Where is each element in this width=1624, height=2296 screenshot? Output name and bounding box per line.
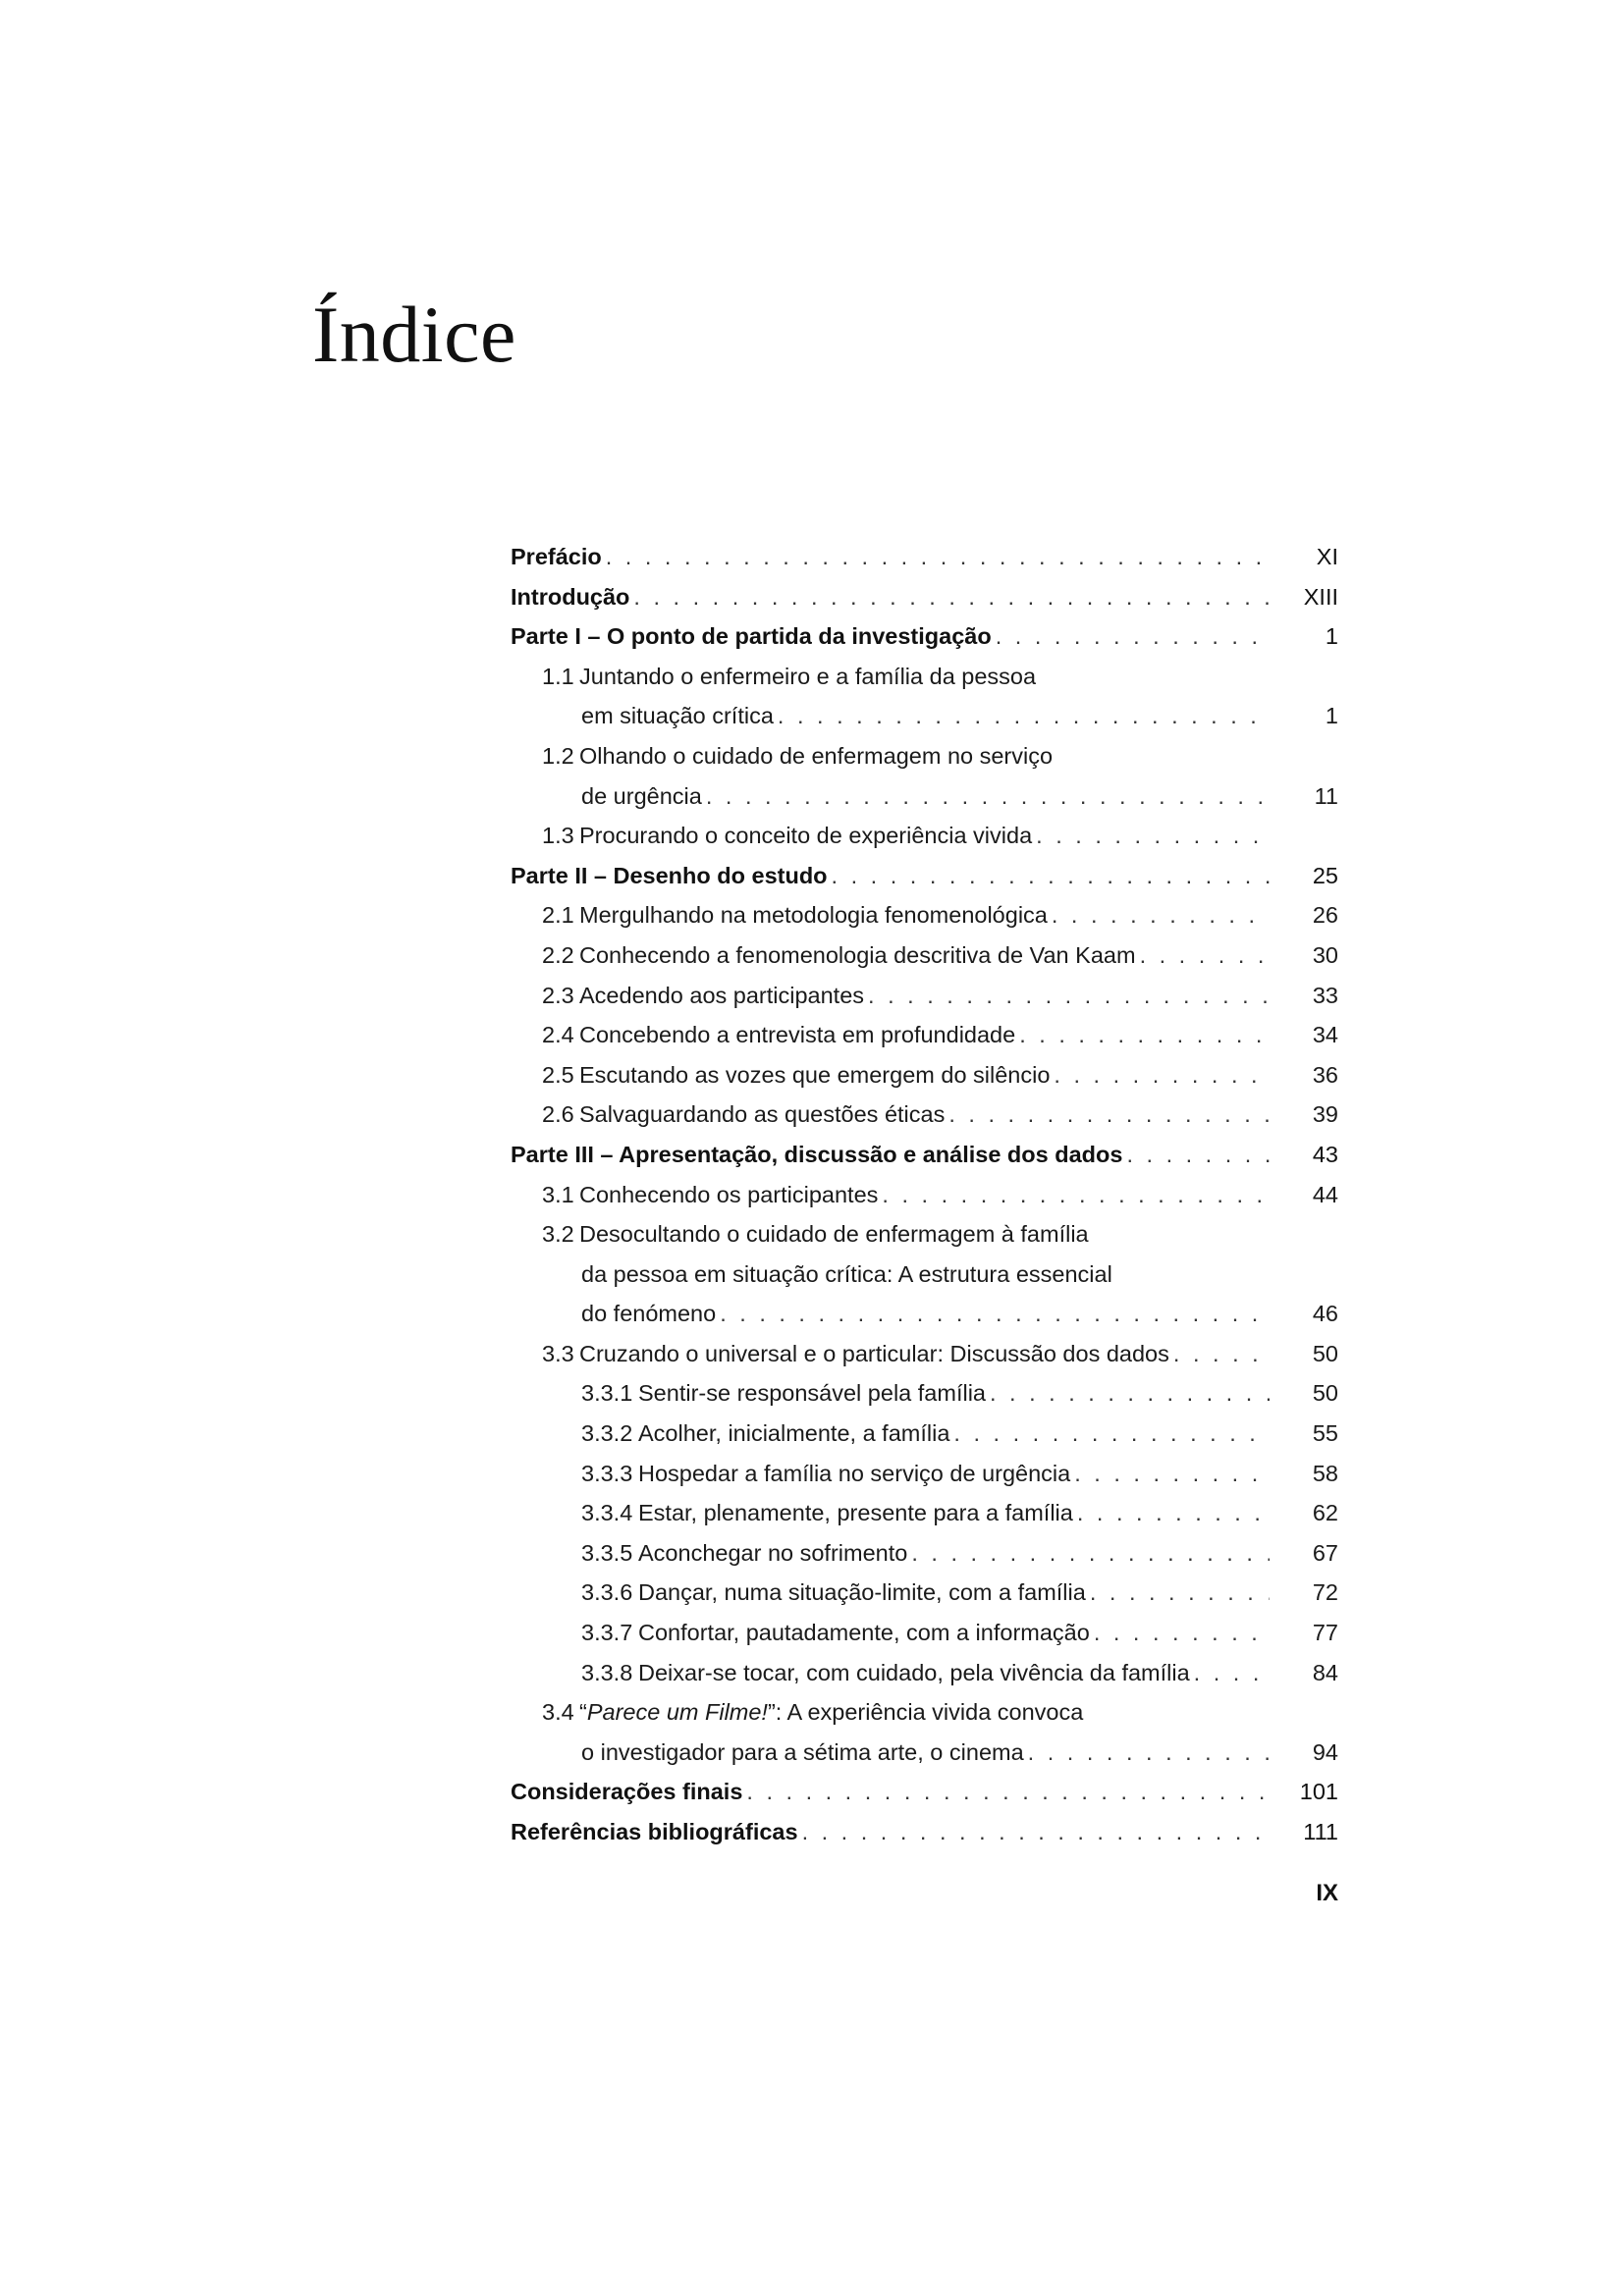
toc-page-number: 11: [1314, 782, 1338, 809]
toc-entry-3-3-2[interactable]: [511, 1414, 1338, 1454]
toc-entry-label: Deixar-se tocar, com cuidado, pela vivência da família: [638, 1659, 1190, 1685]
toc-page-number: 101: [1299, 1779, 1338, 1805]
toc-entry-label: Olhando o cuidado de enfermagem no serviço: [579, 742, 1054, 769]
toc-page-number: 39: [1312, 1101, 1338, 1128]
dot-leader: [1090, 1573, 1270, 1613]
toc-entry-parte-2[interactable]: [511, 856, 1338, 896]
toc-entry-introducao[interactable]: [511, 577, 1338, 617]
section-number: 2.4: [542, 1022, 574, 1048]
toc-entry-label: Salvaguardando as questões éticas: [579, 1101, 946, 1128]
toc-page-number: 67: [1312, 1539, 1338, 1566]
toc-entry-3-4[interactable]: [511, 1692, 1338, 1733]
dot-leader: [720, 1294, 1270, 1334]
dot-leader: [1173, 1334, 1270, 1374]
dot-leader: [1140, 935, 1270, 976]
toc-entry-label: de urgência: [581, 776, 706, 817]
section-number: 3.4: [542, 1699, 574, 1726]
toc-page-number: 62: [1312, 1500, 1338, 1526]
page-folio: IX: [1316, 1880, 1338, 1906]
dot-leader: [832, 856, 1270, 896]
section-number: 1.3: [542, 823, 574, 849]
dot-leader: [882, 1175, 1270, 1215]
toc-entry-3-2-continued-2[interactable]: [511, 1294, 1338, 1334]
toc-entry-label: Conhecendo a fenomenologia descritiva de Van Kaam: [579, 941, 1136, 968]
toc-entry-label: ”: A experiência vivida convoca: [767, 1699, 1084, 1726]
toc-entry-label: em situação crítica: [581, 696, 778, 736]
toc-entry-label: Dançar, numa situação-limite, com a família: [638, 1579, 1086, 1606]
dot-leader: [948, 1095, 1270, 1135]
toc-page-number: 43: [1312, 1141, 1338, 1167]
dot-leader: [868, 976, 1270, 1016]
section-number: 3.3.3: [581, 1460, 633, 1486]
table-of-contents: [511, 537, 1338, 1852]
toc-page-number: 1: [1325, 623, 1338, 650]
section-number: 3.1: [542, 1181, 574, 1207]
toc-entry-2-6[interactable]: [511, 1095, 1338, 1135]
toc-page-number: 34: [1312, 1022, 1338, 1048]
toc-entry-2-4[interactable]: [511, 1015, 1338, 1055]
toc-entry-italic-title: Parece um Filme!: [586, 1699, 768, 1726]
dot-leader: [1074, 1454, 1270, 1494]
toc-page-number: 46: [1312, 1301, 1338, 1327]
toc-page-number: 55: [1312, 1420, 1338, 1447]
toc-entry-label: Juntando o enfermeiro e a família da pessoa: [579, 663, 1037, 689]
toc-entry-3-1[interactable]: [511, 1175, 1338, 1215]
dot-leader: [1094, 1613, 1270, 1653]
toc-entry-label: o investigador para a sétima arte, o cinema: [581, 1733, 1028, 1773]
toc-entry-label: da pessoa em situação crítica: A estrutura essencial: [581, 1260, 1112, 1287]
dot-leader: [706, 776, 1270, 817]
toc-page-number: 72: [1312, 1579, 1338, 1606]
toc-entry-1-1[interactable]: [511, 657, 1338, 697]
dot-leader: [802, 1812, 1270, 1852]
toc-entry-1-2-continued[interactable]: [511, 776, 1338, 817]
toc-entry-3-2-continued[interactable]: [511, 1255, 1338, 1295]
toc-entry-label: Hospedar a família no serviço de urgência: [638, 1460, 1071, 1486]
dot-leader: [1077, 1493, 1270, 1533]
section-number: 2.2: [542, 941, 574, 968]
toc-entry-prefacio[interactable]: [511, 537, 1338, 577]
toc-page-number: 26: [1312, 902, 1338, 929]
toc-page-number: XI: [1316, 544, 1338, 569]
toc-entry-3-3-1[interactable]: [511, 1373, 1338, 1414]
section-number: 3.3.4: [581, 1500, 633, 1526]
section-number: 3.3.5: [581, 1539, 633, 1566]
dot-leader: [1054, 1055, 1270, 1095]
toc-entry-label: Acedendo aos participantes: [579, 982, 865, 1008]
toc-entry-3-3-6[interactable]: [511, 1573, 1338, 1613]
section-number: 3.3.7: [581, 1620, 633, 1646]
toc-entry-label: Escutando as vozes que emergem do silêncio: [579, 1061, 1051, 1088]
toc-entry-3-3-8[interactable]: [511, 1653, 1338, 1693]
toc-entry-3-3-5[interactable]: [511, 1533, 1338, 1574]
dot-leader: [1028, 1733, 1270, 1773]
toc-entry-3-3-4[interactable]: [511, 1493, 1338, 1533]
toc-entry-label: Prefácio: [511, 537, 606, 577]
toc-page-number: 44: [1312, 1181, 1338, 1207]
section-number: 2.6: [542, 1101, 574, 1128]
dot-leader: [1052, 895, 1270, 935]
dot-leader: [778, 696, 1270, 736]
dot-leader: [633, 577, 1270, 617]
section-number: 2.5: [542, 1061, 574, 1088]
toc-entry-3-3-3[interactable]: [511, 1454, 1338, 1494]
section-number: 3.3: [542, 1340, 574, 1366]
toc-entry-2-2[interactable]: [511, 935, 1338, 976]
toc-entry-3-4-continued[interactable]: [511, 1733, 1338, 1773]
toc-page-number: 84: [1312, 1659, 1338, 1685]
toc-entry-3-2[interactable]: [511, 1214, 1338, 1255]
toc-entry-1-1-continued[interactable]: [511, 696, 1338, 736]
toc-entry-label: Introdução: [511, 577, 633, 617]
dot-leader: [953, 1414, 1270, 1454]
toc-entry-label: Procurando o conceito de experiência vivida: [579, 823, 1033, 849]
dot-leader: [911, 1533, 1270, 1574]
section-number: 1.1: [542, 663, 574, 689]
toc-entry-label: Referências bibliográficas: [511, 1812, 802, 1852]
toc-page-number: 33: [1312, 982, 1338, 1008]
toc-entry-label: Aconchegar no sofrimento: [638, 1539, 908, 1566]
section-number: 2.3: [542, 982, 574, 1008]
toc-entry-label: Parte I – O ponto de partida da investigação: [511, 616, 996, 657]
toc-page-number: 58: [1312, 1460, 1338, 1486]
toc-page-number: 77: [1312, 1620, 1338, 1646]
toc-entry-consideracoes-finais[interactable]: [511, 1772, 1338, 1812]
section-number: 3.3.8: [581, 1659, 633, 1685]
toc-entry-3-3[interactable]: [511, 1334, 1338, 1374]
toc-entry-label: Acolher, inicialmente, a família: [638, 1420, 950, 1447]
toc-entry-label: Cruzando o universal e o particular: Discussão dos dados: [579, 1340, 1169, 1366]
toc-page-number: 94: [1312, 1738, 1338, 1765]
dot-leader: [1194, 1653, 1270, 1693]
section-number: 3.3.6: [581, 1579, 633, 1606]
toc-entry-label: Mergulhando na metodologia fenomenológica: [579, 902, 1048, 929]
toc-page-number: 50: [1312, 1340, 1338, 1366]
dot-leader: [1036, 816, 1270, 856]
toc-page-number: XIII: [1303, 583, 1338, 610]
toc-page-number: 25: [1312, 862, 1338, 888]
toc-page-number: 1: [1325, 703, 1338, 729]
toc-entry-parte-1[interactable]: [511, 616, 1338, 657]
toc-entry-label: do fenómeno: [581, 1294, 720, 1334]
dot-leader: [1019, 1015, 1270, 1055]
toc-page-number: 36: [1312, 1061, 1338, 1088]
toc-entry-referencias[interactable]: [511, 1812, 1338, 1852]
toc-entry-2-5[interactable]: [511, 1055, 1338, 1095]
section-number: 1.2: [542, 742, 574, 769]
toc-entry-label: Concebendo a entrevista em profundidade: [579, 1022, 1016, 1048]
toc-entry-label: Conhecendo os participantes: [579, 1181, 879, 1207]
dot-leader: [990, 1373, 1270, 1414]
toc-entry-label: Sentir-se responsável pela família: [638, 1380, 986, 1407]
dot-leader: [606, 537, 1270, 577]
section-number: 3.3.2: [581, 1420, 633, 1447]
page-title: Índice: [312, 290, 516, 379]
toc-entry-3-3-7[interactable]: [511, 1613, 1338, 1653]
toc-entry-label: Parte III – Apresentação, discussão e análise dos dados: [511, 1135, 1126, 1175]
dot-leader: [996, 616, 1270, 657]
toc-entry-label: Desocultando o cuidado de enfermagem à família: [579, 1221, 1089, 1248]
section-number: 2.1: [542, 902, 574, 929]
toc-entry-1-3[interactable]: [511, 816, 1338, 856]
quote-open: “: [579, 1699, 587, 1726]
toc-page-number: 111: [1303, 1819, 1338, 1844]
toc-entry-label: Parte II – Desenho do estudo: [511, 856, 832, 896]
toc-entry-label: Considerações finais: [511, 1772, 746, 1812]
toc-entry-label: Estar, plenamente, presente para a família: [638, 1500, 1073, 1526]
toc-entry-1-2[interactable]: [511, 736, 1338, 776]
toc-entry-2-3[interactable]: [511, 976, 1338, 1016]
toc-page-number: 30: [1312, 941, 1338, 968]
section-number: 3.2: [542, 1221, 574, 1248]
toc-entry-2-1[interactable]: [511, 895, 1338, 935]
dot-leader: [1126, 1135, 1270, 1175]
section-number: 3.3.1: [581, 1380, 633, 1407]
toc-entry-parte-3[interactable]: [511, 1135, 1338, 1175]
dot-leader: [746, 1772, 1270, 1812]
toc-entry-label: Confortar, pautadamente, com a informação: [638, 1620, 1090, 1646]
toc-page-number: 50: [1312, 1380, 1338, 1407]
